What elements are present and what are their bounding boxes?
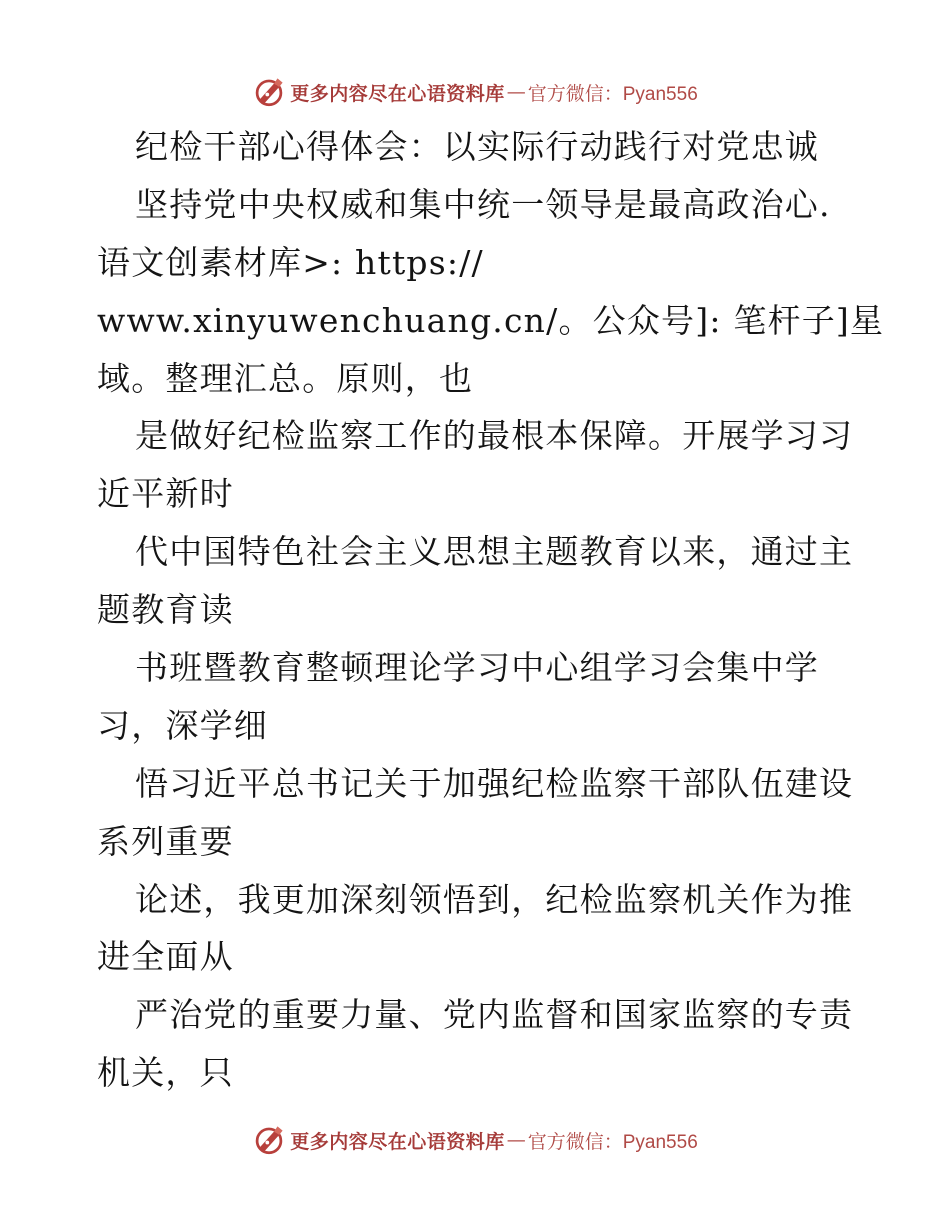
body-line: 坚持党中央权威和集中统一领导是最高政治心. [135,184,831,224]
body-line: 进全面从 [97,937,234,977]
body-line: www.xinyuwenchuang.cn/。公众号]: 笔杆子]星 [97,300,885,340]
body-line: 习，深学细 [97,705,268,745]
footer-banner-wechat: 官方微信：Pyan556 [527,1131,698,1153]
body-line: 代中国特色社会主义思想主题教育以来，通过主 [135,532,854,572]
body-line: 悟习近平总书记关于加强纪检监察干部队伍建设 [135,763,854,803]
body-line: 域。整理汇总。原则，也 [97,358,474,398]
body-line: 系列重要 [97,821,234,861]
header-banner [0,72,950,112]
body-line: 机关，只 [97,1053,234,1093]
footer-banner-text: 更多内容尽在心语资料库 [290,1130,505,1153]
header-banner-separator: — [506,81,526,103]
body-line: 语文创素材库>: https:// [97,242,484,282]
body-line: 论述，我更加深刻领悟到，纪检监察机关作为推 [135,879,854,919]
footer-banner-separator: — [506,1129,526,1151]
footer-banner [0,1120,950,1160]
body-line: 题教育读 [97,590,234,630]
document-title: 纪检干部心得体会：以实际行动践行对党忠诚 [135,127,819,166]
document-body [97,118,885,1102]
body-line: 严治党的重要力量、党内监督和国家监察的专责 [135,995,854,1035]
body-line: 书班暨教育整顿理论学习中心组学习会集中学 [135,648,819,688]
pen-nib-logo-icon [252,1123,286,1157]
body-line: 是做好纪检监察工作的最根本保障。开展学习习 [135,416,854,456]
header-banner-text: 更多内容尽在心语资料库 [290,82,505,105]
body-line: 近平新时 [97,474,234,514]
header-banner-wechat: 官方微信：Pyan556 [527,83,698,105]
pen-nib-logo-icon [252,75,286,109]
